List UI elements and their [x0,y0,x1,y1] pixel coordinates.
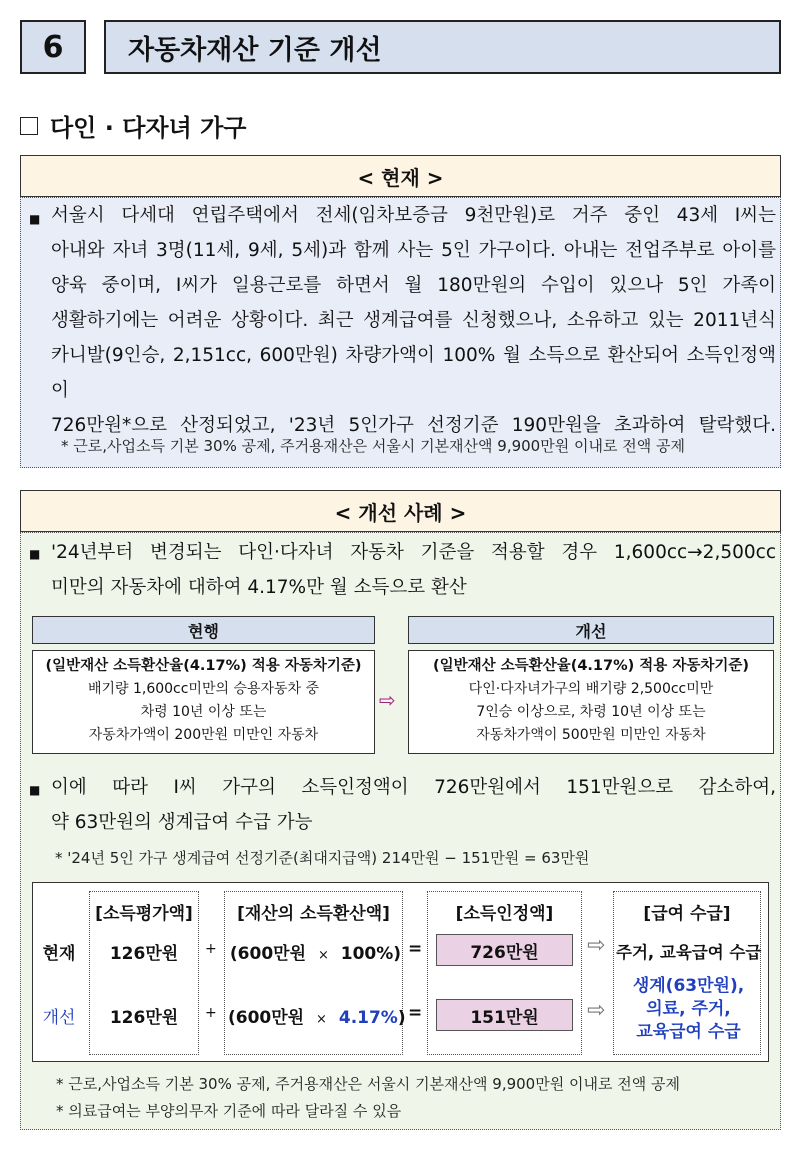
after-label: 개선 [408,616,774,644]
asset-amount: (600만원 [228,1008,305,1028]
before-criteria-line: 배기량 1,600cc미만의 승용자동차 중 [87,681,320,697]
recognized-amount-current: 726만원 [436,934,573,966]
asset-amount: (600만원 [229,944,307,964]
header-recognized: [소득인정액] [455,904,554,924]
conversion-rate: 100% [340,944,394,964]
benefit-current: 주거, 교육급여 수급 [616,943,762,962]
before-criteria-box [32,650,375,754]
benefit-line: 교육급여 수급 [636,1022,741,1042]
header-asset: [재산의 소득환산액] [237,904,390,924]
current-line: 726만원*으로 산정되었고, '23년 5인가구 선정기준 190만원을 초과하여 탈락했다. [51,415,776,436]
right-arrow-icon: ⇨ [587,933,606,958]
current-line: 아내와 자녀 3명(11세, 9세, 5세)과 함께 사는 5인 가구이다. 아내는 전업주부로 아이를 [51,240,776,261]
page-title: 자동차재산 기준 개선 [104,20,781,74]
after-criteria-line: 자동차가액이 500만원 미만인 자동차 [476,727,706,743]
plus-sign: + [205,1005,217,1021]
conversion-rate: 4.17% [338,1008,398,1028]
before-criteria-title: (일반재산 소득환산율(4.17%) 적용 자동차기준) [45,658,362,674]
section-number: 6 [20,20,86,74]
bullet2-line: 약 63만원의 생계급여 수급 가능 [51,812,313,833]
before-criteria-line: 자동차가액이 200만원 미만인 자동차 [88,727,319,743]
current-line: 양육 중이며, I씨가 일용근로를 하면서 월 180만원의 수입이 있으나 5인 가족이 [51,275,776,296]
square-bullet-icon: ■ [29,212,41,226]
after-criteria-box [408,650,774,754]
bullet1-line: '24년부터 변경되는 다인·다자녀 자동차 기준을 적용할 경우 1,600cc→2,500cc [51,542,776,563]
current-line: 생활하기에는 어려운 상황이다. 최근 생계급여를 신청했으나, 소유하고 있는 2011년식 [51,310,776,331]
after-criteria-line: 다인·다자녀가구의 배기량 2,500cc미만 [468,681,714,697]
benefit-line: 의료, 주거, [646,999,731,1019]
current-footnote: * 근로,사업소득 기본 30% 공제, 주거용재산은 서울시 기본재산액 9,900만원 이내로 전액 공제 [61,437,685,455]
times-sign: × [317,948,329,963]
bullet2-line: 이에 따라 I씨 가구의 소득인정액이 726만원에서 151만원으로 감소하여, [51,777,776,798]
equals-sign: = [408,939,423,959]
asset-formula [228,939,403,964]
benefit-improved [616,975,761,1044]
bullet1-paragraph [51,535,776,605]
square-bullet-icon: ■ [29,783,41,797]
section-heading [20,108,246,143]
improved-heading: < 개선 사례 > [20,490,781,532]
benefit-line: 생계(63만원), [632,976,745,996]
right-arrow-icon: ⇨ [379,688,396,712]
square-bullet-icon: ■ [29,547,41,561]
current-panel [20,197,781,468]
header-benefit: [급여 수급] [643,904,731,924]
asset-formula [228,1003,406,1028]
empty-checkbox-icon [20,117,38,135]
income-value: 126만원 [109,944,179,964]
footnote: * 의료급여는 부양의무자 기준에 따라 달라질 수 있음 [56,1102,402,1120]
right-arrow-icon: ⇨ [587,998,606,1023]
bullet2-paragraph [51,770,776,840]
plus-sign: + [205,941,217,957]
close-paren: ) [393,944,402,964]
current-paragraph [51,198,776,443]
times-sign: × [316,1012,327,1027]
after-criteria-title: (일반재산 소득환산율(4.17%) 적용 자동차기준) [432,658,750,674]
after-criteria-line: 7인승 이상으로, 차령 10년 이상 또는 [476,704,706,720]
recognized-amount-improved: 151만원 [436,999,573,1031]
bullet2-footnote: * '24년 5인 가구 생계급여 선정기준(최대지급액) 214만원 − 151만원 = 63만원 [55,849,590,867]
before-label: 현행 [32,616,375,644]
equals-sign: = [408,1003,423,1023]
section-heading-text: 다인 · 다자녀 가구 [50,114,247,142]
bullet1-line: 미만의 자동차에 대하여 4.17%만 월 소득으로 환산 [51,577,467,598]
row-label-improved: 개선 [42,1008,76,1028]
before-criteria-line: 차령 10년 이상 또는 [140,704,267,720]
row-label-current: 현재 [42,944,76,964]
footnote: * 근로,사업소득 기본 30% 공제, 주거용재산은 서울시 기본재산액 9,900만원 이내로 전액 공제 [56,1075,680,1093]
current-line: 서울시 다세대 연립주택에서 전세(임차보증금 9천만원)로 거주 중인 43세 I씨는 [51,205,776,226]
close-paren: ) [397,1008,406,1028]
current-line: 카니발(9인승, 2,151cc, 600만원) 차량가액이 100% 월 소득으로 환산되어 소득인정액이 [51,345,776,401]
calculation-table [32,882,769,1062]
header-income: [소득평가액] [95,904,193,924]
income-value: 126만원 [109,1008,179,1028]
current-heading: < 현재 > [20,155,781,197]
